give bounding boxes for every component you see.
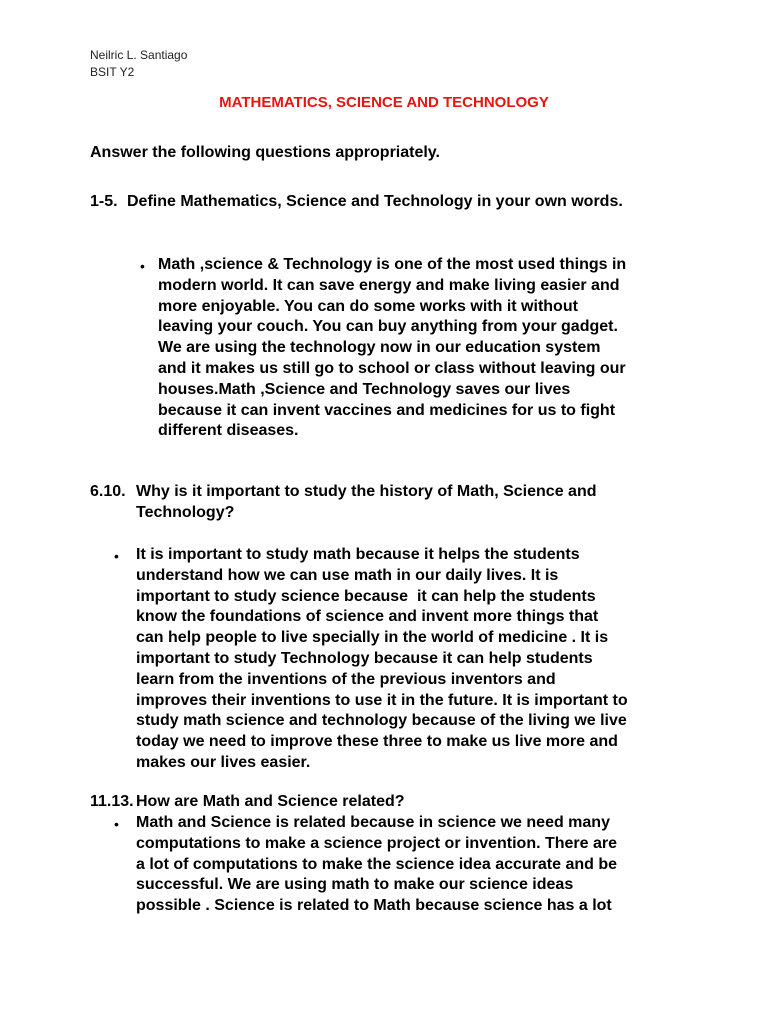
question-1 xyxy=(0,192,768,214)
question-3 xyxy=(0,792,768,814)
answer-3: Math and Science is related because in science we need many computations to make a science project or invention. There are a lot of computations to make the science idea accurate and be successful. We are using math to make our science ideas possible . Science is related to Math because science has a lot xyxy=(136,814,618,915)
author-section: BSIT Y2 xyxy=(90,65,135,79)
bullet-icon: • xyxy=(140,258,145,274)
answer-2: It is important to study math because it helps the students understand how we can use math in our daily lives. It is important to study science because it can help the students know the foundations of science and invent more things that can help people to live specially in the world of medicine . It is important to study Technology because it can help students learn from the inventions of the previous inventors and improves their inventions to use it in the future. It is important to study math science and technology because of the living we live today we need to improve these three to make us live more and makes our lives easier. xyxy=(136,546,628,771)
question-3-text: How are Math and Science related? xyxy=(136,793,405,810)
author-name: Neilric L. Santiago xyxy=(90,48,188,62)
question-2-text: Why is it important to study the history of Math, Science and Technology? xyxy=(136,483,597,521)
bullet-icon: • xyxy=(114,548,119,564)
question-2-number: 6.10. xyxy=(90,483,126,500)
document-title: MATHEMATICS, SCIENCE AND TECHNOLOGY xyxy=(219,94,549,111)
answer-1: Math ,science & Technology is one of the most used things in modern world. It can save energy and make living easier and more enjoyable. You can do some works with it without leaving your couch. You can buy anything from your gadget. We are using the technology now in our education system and it makes us still go to school or class without leaving our houses.Math ,Science and Technology saves our lives because it can invent vaccines and medicines for us to fight different diseases. xyxy=(158,256,627,440)
question-3-number: 11.13. xyxy=(90,793,134,810)
instructions: Answer the following questions appropriately. xyxy=(90,144,440,161)
question-1-text: Define Mathematics, Science and Technology in your own words. xyxy=(127,193,623,210)
bullet-icon: • xyxy=(114,816,119,832)
question-1-number: 1-5. xyxy=(90,193,118,210)
question-2 xyxy=(0,482,768,526)
